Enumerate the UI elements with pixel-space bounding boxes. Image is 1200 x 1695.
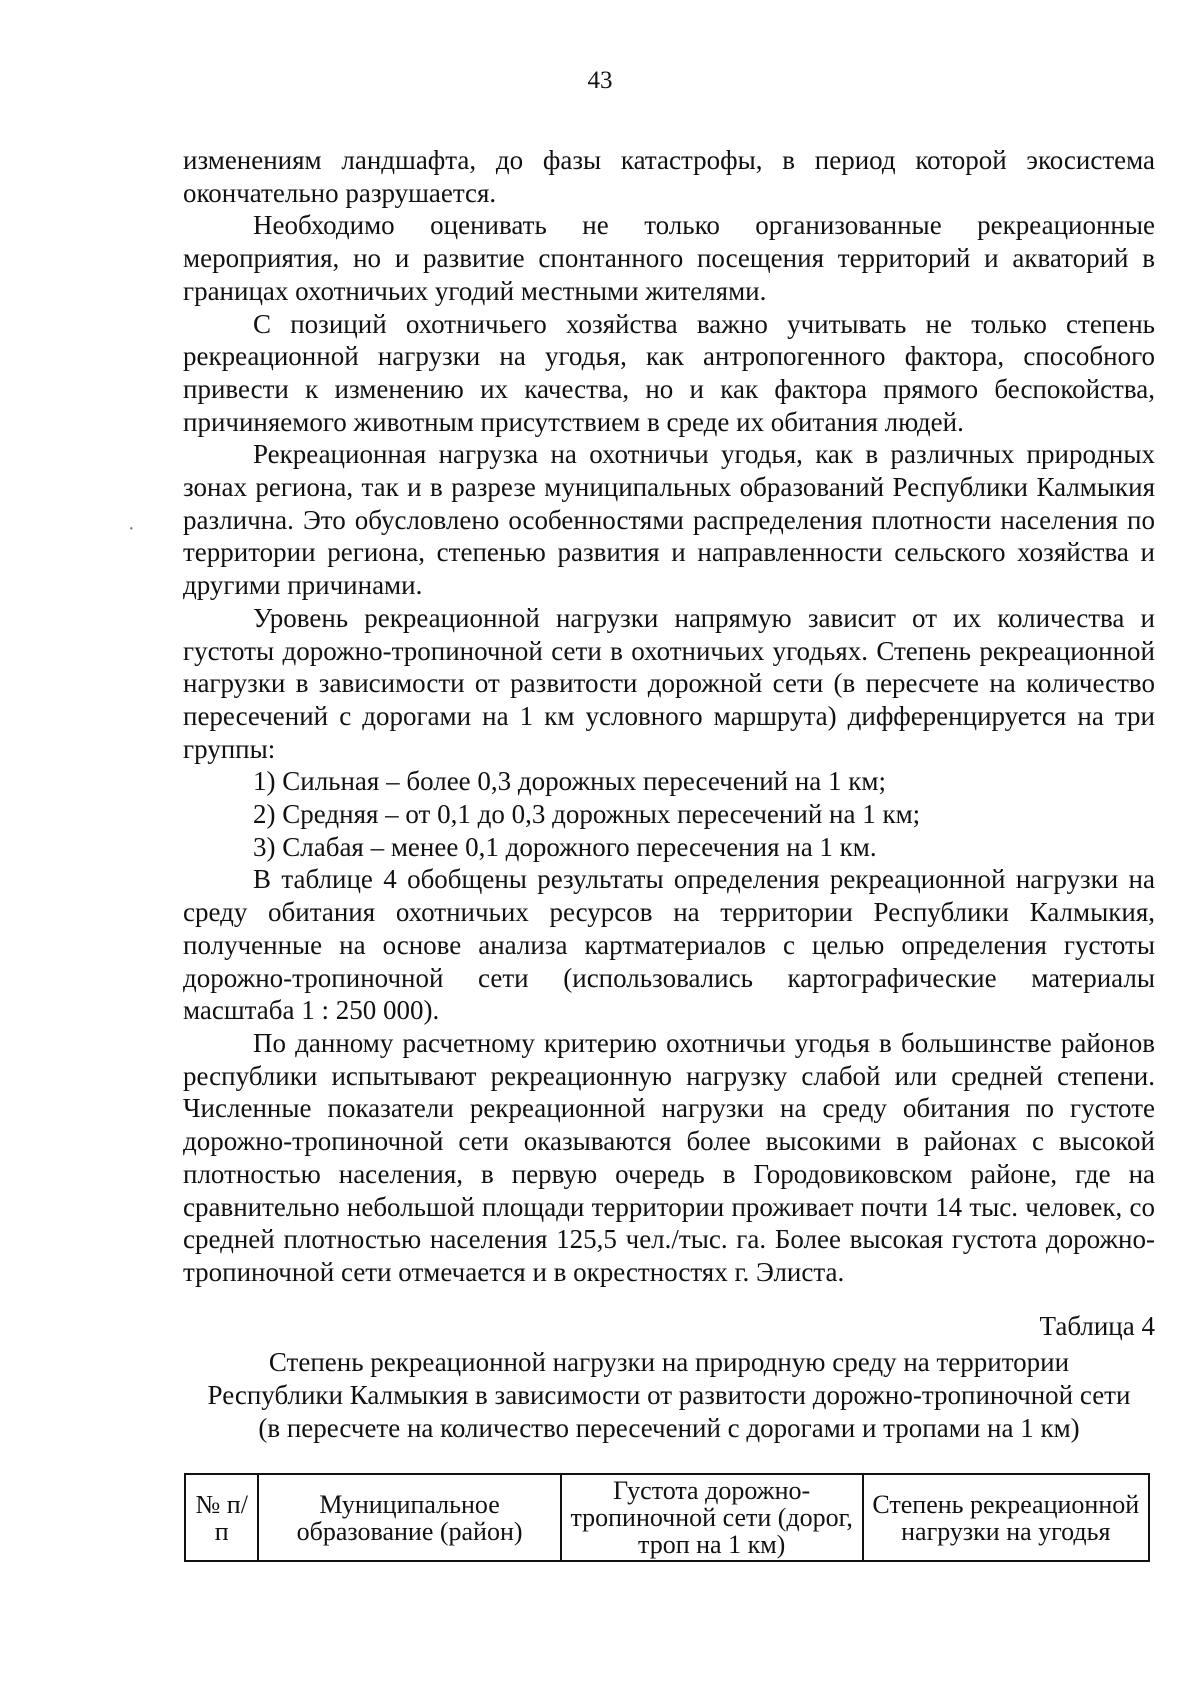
table-header xyxy=(185,1474,1149,1561)
header-municipality: Муниципальное образование (район) xyxy=(258,1474,560,1561)
paragraph-6: В таблице 4 обобщены результаты определения рекреационной нагрузки на среду обитания охотничьих ресурсов на территории Республики Калмыкия, полученные на основе анализа картматериалов с целью определения густоты дорожно-тропиночной сети (использовались картографические материалы масштаба 1 : 250 000). xyxy=(183,864,1155,1026)
recreational-load-table xyxy=(184,1473,1150,1562)
header-number: № п/п xyxy=(185,1474,258,1561)
list-item-2: 2) Средняя – от 0,1 до 0,3 дорожных пересечений на 1 км; xyxy=(253,799,921,830)
scan-speck: · xyxy=(128,518,135,540)
body-text xyxy=(183,144,1155,1289)
header-road-density: Густота дорожно-тропиночной сети (дорог, троп на 1 км) xyxy=(561,1474,863,1561)
paragraph-4: Рекреационная нагрузка на охотничьи угодья, как в различных природных зонах региона, так и в разрезе муниципальных образований Республики Калмыкия различна. Это обусловлено особенностями распределения плотности населения по территории региона, степенью развития и направленности сельского хозяйства и другими причинами. xyxy=(183,439,1155,601)
paragraph-1: изменениям ландшафта, до фазы катастрофы, в период которой экосистема окончательно разрушается. xyxy=(183,145,1155,208)
header-load-degree: Степень рекреационной нагрузки на угодья xyxy=(863,1474,1149,1561)
page-number: 43 xyxy=(587,67,613,94)
list-item-1: 1) Сильная – более 0,3 дорожных пересечений на 1 км; xyxy=(253,766,886,797)
paragraph-2: Необходимо оценивать не только организованные рекреационные мероприятия, но и развитие спонтанного посещения территорий и акваторий в границах охотничьих угодий местными жителями. xyxy=(183,210,1155,306)
table-caption-line-2: Республики Калмыкия в зависимости от развитости дорожно-тропиночной сети xyxy=(207,1380,1131,1410)
table-label: Таблица 4 xyxy=(1039,1311,1155,1341)
table-caption-line-3: (в пересчете на количество пересечений с дорогами и тропами на 1 км) xyxy=(258,1413,1080,1443)
paragraph-3: С позиций охотничьего хозяйства важно учитывать не только степень рекреационной нагрузки на угодья, как антропогенного фактора, способного привести к изменению их качества, но и как фактора прямого беспокойства, причиняемого животным присутствием в среде их обитания людей. xyxy=(183,308,1155,437)
paragraph-5: Уровень рекреационной нагрузки напрямую зависит от их количества и густоты дорожно-тропиночной сети в охотничьих угодьях. Степень рекреационной нагрузки в зависимости от развитости дорожной сети (в пересчете на количество пересечений с дорогами на 1 км условного маршрута) дифференцируется на три группы: xyxy=(183,602,1155,764)
paragraph-7: По данному расчетному критерию охотничьи угодья в большинстве районов республики испытывают рекреационную нагрузку слабой или средней степени. Численные показатели рекреационной нагрузки на среду обитания по густоте дорожно-тропиночной сети оказываются более высокими в районах с высокой плотностью населения, в первую очередь в Городовиковском районе, где на сравнительно небольшой площади территории проживает почти 14 тыс. человек, со средней плотностью населения 125,5 чел./тыс. га. Более высокая густота дорожно-тропиночной сети отмечается и в окрестностях г. Элиста. xyxy=(183,1027,1155,1287)
table-caption xyxy=(183,1346,1155,1445)
table-header-row xyxy=(185,1474,1149,1561)
list-item-3: 3) Слабая – менее 0,1 дорожного пересечения на 1 км. xyxy=(253,831,877,862)
table-caption-line-1: Степень рекреационной нагрузки на природную среду на территории xyxy=(268,1347,1070,1377)
